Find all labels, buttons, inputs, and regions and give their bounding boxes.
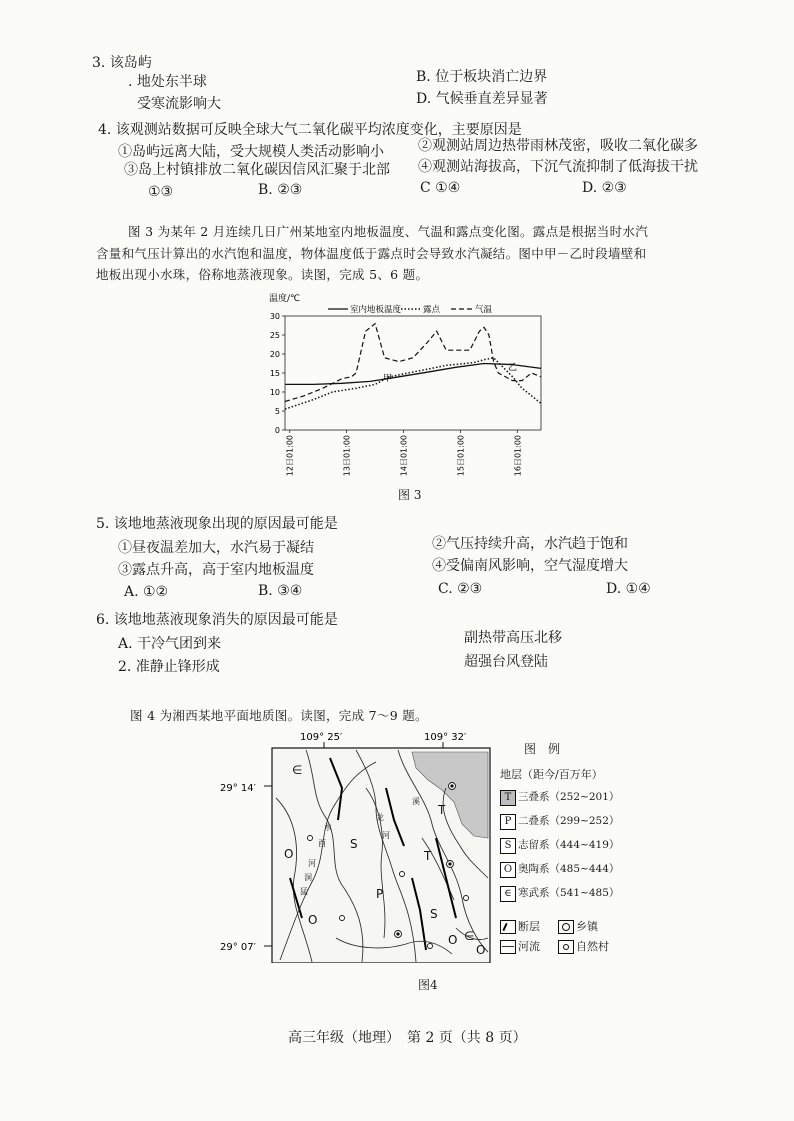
q4-option-d: D. ②③ xyxy=(582,180,627,196)
legend-dew-point: 露点 xyxy=(423,305,441,315)
chart-grid xyxy=(285,316,541,430)
stratum-triassic-n: T xyxy=(438,803,446,817)
legend-stratum-symbol: T xyxy=(500,790,516,806)
village-symbol xyxy=(308,836,313,841)
series-line-2 xyxy=(285,324,541,402)
figure3-intro-line2: 含量和气压计算出的水汽饱和温度，物体温度低于露点时会导致水汽凝结。图中甲－乙时段墙壁和 xyxy=(96,246,647,261)
page-footer: 高三年级（地理） 第 2 页（共 8 页） xyxy=(288,1030,527,1046)
river-char-7: 河 xyxy=(382,831,390,840)
river-char-5: 水 xyxy=(324,823,332,832)
stratum-ordovician-e: O xyxy=(476,943,486,957)
figure4-caption: 图4 xyxy=(418,978,438,992)
lon-right-label: 109° 32′ xyxy=(424,732,467,743)
legend-stratum-symbol: S xyxy=(500,838,516,854)
legend-river-icon xyxy=(500,940,516,954)
legend-stratum-symbol: O xyxy=(500,862,516,878)
q4-stem: 4. 该观测站数据可反映全球大气二氧化碳平均浓度变化，主要原因是 xyxy=(98,122,522,138)
chart-ticks xyxy=(270,312,522,476)
q4-option-a: ①③ xyxy=(148,184,174,200)
y-tick-label: 10 xyxy=(269,388,280,397)
legend-title: 图 例 xyxy=(524,742,561,756)
lat-bottom-label: 29° 07′ xyxy=(220,942,256,953)
y-tick-label: 30 xyxy=(269,312,280,321)
stratum-ordovician-se: O xyxy=(448,933,458,947)
figure3-intro-line3: 地板出现小水珠，俗称地蒸液现象。读图，完成 5、6 题。 xyxy=(96,267,429,282)
chart-plot-frame xyxy=(285,316,541,430)
stratum-permian: P xyxy=(376,887,384,901)
x-tick-label: 16日01:00 xyxy=(513,435,523,477)
q4-statement-2: ②观测站周边热带雨林茂密，吸收二氧化碳多 xyxy=(418,138,698,154)
q5-statement-1: ①昼夜温差加大，水汽易于凝结 xyxy=(118,540,314,556)
q5-option-c: C. ②③ xyxy=(438,581,483,597)
legend-village-icon xyxy=(558,940,574,954)
q6-option-a: A. 干冷气团到来 xyxy=(118,636,222,652)
q6-option-d: 超强台风登陆 xyxy=(464,654,548,670)
chart-lines xyxy=(285,324,541,410)
q4-option-b: B. ②③ xyxy=(258,182,303,198)
village-symbol xyxy=(340,916,345,921)
y-tick-label: 25 xyxy=(269,331,280,340)
map-legend xyxy=(498,742,628,964)
q4-statement-4: ④观测站海拔高，下沉气流抑制了低海拔干扰 xyxy=(418,159,698,175)
q3-option-a: . 地处东半球 xyxy=(128,74,207,90)
q6-option-b: 副热带高压北移 xyxy=(464,630,562,646)
x-tick-label: 14日01:00 xyxy=(399,435,409,477)
legend-village-label: 自然村 xyxy=(576,940,609,953)
annotation-jia: 甲 xyxy=(383,374,393,384)
legend-town-icon xyxy=(558,920,574,934)
river-char-8: 溪 xyxy=(412,797,420,806)
figure3-intro-line1: 图 3 为某年 2 月连续几日广州某地室内地板温度、气温和露点变化图。露点是根据当时水汽 xyxy=(128,224,649,239)
q5-stem: 5. 该地地蒸液现象出现的原因最可能是 xyxy=(96,516,338,532)
stratum-silurian-se: S xyxy=(430,907,438,921)
stratum-ordovician-sw: O xyxy=(308,913,318,927)
q5-option-b: B. ③④ xyxy=(258,583,303,599)
q4-statement-1: ①岛屿远离大陆，受大规模人类活动影响小 xyxy=(118,144,384,160)
river-char-1: 猛 xyxy=(300,887,308,896)
lon-left-label: 109° 25′ xyxy=(300,732,343,743)
q3-stem: 3. 该岛屿 xyxy=(92,55,152,71)
q3-option-d: D. 气候垂直差异显著 xyxy=(416,91,548,107)
temperature-chart xyxy=(255,288,555,493)
village-symbol xyxy=(400,872,405,877)
x-tick-label: 15日01:00 xyxy=(456,435,466,477)
legend-subtitle: 地层（距今/百万年） xyxy=(500,768,603,781)
q5-option-d: D. ①④ xyxy=(606,581,651,597)
y-tick-label: 20 xyxy=(269,350,280,359)
geologic-map xyxy=(216,728,516,963)
river-char-2: 洞 xyxy=(304,873,312,882)
legend-stratum-label: 三叠系（252~201） xyxy=(518,791,620,803)
village-symbol xyxy=(428,944,433,949)
q3-option-c: 受寒流影响大 xyxy=(137,96,221,112)
legend-stratum-label: 寒武系（541~485） xyxy=(518,887,620,899)
q5-statement-3: ③露点升高，高于室内地板温度 xyxy=(118,562,314,578)
stratum-triassic-c: T xyxy=(424,849,432,863)
river-char-3: 河 xyxy=(308,859,316,868)
legend-fault-label: 断层 xyxy=(518,920,540,933)
legend-floor-temp: 室内地板温度 xyxy=(350,305,402,315)
lat-top-label: 29° 14′ xyxy=(220,783,256,794)
q6-stem: 6. 该地地蒸液现象消失的原因最可能是 xyxy=(96,612,338,628)
q3-option-b: B. 位于板块消亡边界 xyxy=(416,69,548,85)
q4-option-c: C ①④ xyxy=(420,180,461,196)
legend-fault-icon xyxy=(500,920,516,934)
q5-statement-2: ②气压持续升高，水汽趋于饱和 xyxy=(432,536,628,552)
stratum-cambrian-se: ∈ xyxy=(464,929,475,943)
q6-option-c: 2. 准静止锋形成 xyxy=(118,659,220,675)
river-char-6: 龙 xyxy=(376,813,384,822)
legend-air-temp: 气温 xyxy=(475,305,493,315)
chart-legend xyxy=(328,304,493,315)
legend-town-label: 乡镇 xyxy=(576,920,598,933)
annotation-yi: 乙 xyxy=(508,363,518,373)
legend-stratum-label: 志留系（444~419） xyxy=(518,839,620,851)
legend-stratum-symbol: P xyxy=(500,814,516,830)
legend-river-label: 河流 xyxy=(518,940,540,953)
stratum-ordovician-w: O xyxy=(284,847,294,861)
legend-stratum-label: 二叠系（299~252） xyxy=(518,815,620,827)
chart-ylabel: 温度/℃ xyxy=(269,294,301,304)
stratum-silurian-w: S xyxy=(350,837,358,851)
river-char-4: 酉 xyxy=(318,839,326,848)
figure4-intro: 图 4 为湘西某地平面地质图。读图，完成 7～9 题。 xyxy=(130,708,428,723)
q5-statement-4: ④受偏南风影响，空气湿度增大 xyxy=(432,558,628,574)
q4-statement-3: ③岛上村镇排放二氧化碳因信风汇聚于北部 xyxy=(124,162,390,178)
x-tick-label: 13日01:00 xyxy=(342,435,352,477)
y-tick-label: 5 xyxy=(274,407,280,416)
village-symbol xyxy=(464,896,469,901)
q5-option-a: A. ①② xyxy=(124,584,169,600)
stratum-cambrian-nw: ∈ xyxy=(292,763,303,777)
figure3-caption: 图 3 xyxy=(398,488,422,502)
legend-stratum-symbol: ∈ xyxy=(500,886,516,902)
y-tick-label: 15 xyxy=(269,369,280,378)
y-tick-label: 0 xyxy=(274,426,280,435)
legend-stratum-label: 奥陶系（485~444） xyxy=(518,863,620,875)
x-tick-label: 12日01:00 xyxy=(285,435,295,477)
